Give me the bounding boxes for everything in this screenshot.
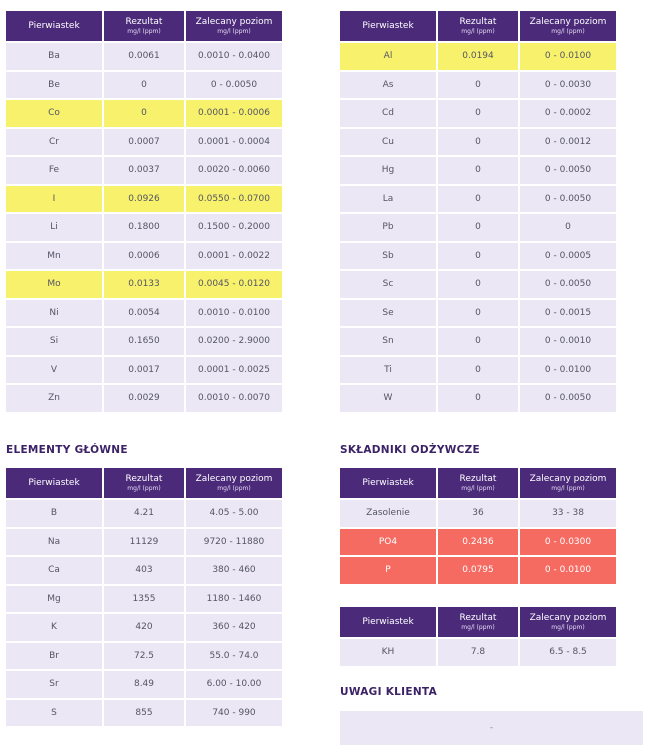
- result-cell: 0.1650: [104, 328, 184, 355]
- result-cell: 0: [438, 385, 518, 412]
- table-body: [6, 500, 282, 726]
- table-header: [6, 468, 282, 498]
- customer-notes-box: -: [340, 711, 643, 745]
- customer-notes-title: UWAGI KLIENTA: [340, 686, 438, 698]
- recommended-range-cell: 0 - 0.0100: [520, 357, 616, 384]
- table-row: [6, 328, 282, 355]
- result-cell: 0.0029: [104, 385, 184, 412]
- element-cell: W: [340, 385, 436, 412]
- recommended-range-cell: 0 - 0.0100: [520, 557, 616, 584]
- recommended-range-cell: 0 - 0.0050: [520, 157, 616, 184]
- recommended-header-unit: mg/l (ppm): [551, 623, 585, 631]
- recommended-range-cell: 0.0001 - 0.0022: [186, 243, 282, 270]
- recommended-range-cell: 0 - 0.0300: [520, 529, 616, 556]
- table-row: [6, 129, 282, 156]
- table-row: [340, 385, 616, 412]
- element-cell: Sc: [340, 271, 436, 298]
- result-header-label: Rezultat: [459, 16, 497, 27]
- column-header-result: [104, 468, 184, 498]
- result-cell: 0.0007: [104, 129, 184, 156]
- result-header-label: Rezultat: [125, 473, 163, 484]
- table-row: [6, 529, 282, 556]
- kh-table: [338, 605, 618, 668]
- result-cell: 72.5: [104, 643, 184, 670]
- recommended-range-cell: 0.0010 - 0.0100: [186, 300, 282, 327]
- result-cell: 0: [438, 357, 518, 384]
- table-row: [340, 271, 616, 298]
- result-header-unit: mg/l (ppm): [461, 27, 495, 35]
- recommended-header-unit: mg/l (ppm): [217, 27, 251, 35]
- result-header-unit: mg/l (ppm): [127, 484, 161, 492]
- result-cell: 0: [438, 214, 518, 241]
- element-cell: Se: [340, 300, 436, 327]
- result-cell: 0: [438, 186, 518, 213]
- result-cell: 420: [104, 614, 184, 641]
- column-header-result: [438, 11, 518, 41]
- result-header-label: Rezultat: [459, 612, 497, 623]
- recommended-range-cell: 360 - 420: [186, 614, 282, 641]
- element-cell: La: [340, 186, 436, 213]
- column-header-result: [104, 11, 184, 41]
- result-header-unit: mg/l (ppm): [127, 27, 161, 35]
- column-header-recommended: [520, 607, 616, 637]
- recommended-range-cell: 0 - 0.0002: [520, 100, 616, 127]
- recommended-header-label: Zalecany poziom: [529, 612, 607, 623]
- column-header-recommended: [186, 11, 282, 41]
- recommended-range-cell: 0 - 0.0005: [520, 243, 616, 270]
- element-cell: Sn: [340, 328, 436, 355]
- table-row: [340, 243, 616, 270]
- element-cell: Mg: [6, 586, 102, 613]
- element-cell: Cr: [6, 129, 102, 156]
- trace-elements-table-left: [4, 9, 284, 414]
- recommended-range-cell: 0.0001 - 0.0025: [186, 357, 282, 384]
- recommended-header-label: Zalecany poziom: [529, 473, 607, 484]
- table-row: [340, 300, 616, 327]
- recommended-range-cell: 0 - 0.0010: [520, 328, 616, 355]
- table-row: [6, 614, 282, 641]
- result-cell: 0.2436: [438, 529, 518, 556]
- recommended-header-unit: mg/l (ppm): [217, 484, 251, 492]
- table-row: [6, 100, 282, 127]
- result-cell: 0.0795: [438, 557, 518, 584]
- table-row: [340, 214, 616, 241]
- column-header-recommended: [520, 468, 616, 498]
- recommended-range-cell: 55.0 - 74.0: [186, 643, 282, 670]
- result-cell: 0: [438, 243, 518, 270]
- result-cell: 4.21: [104, 500, 184, 527]
- column-header-element: Pierwiastek: [6, 11, 102, 41]
- recommended-range-cell: 6.5 - 8.5: [520, 639, 616, 666]
- element-cell: Si: [6, 328, 102, 355]
- column-header-recommended: [186, 468, 282, 498]
- element-cell: Sb: [340, 243, 436, 270]
- table-row: [6, 357, 282, 384]
- result-cell: 0: [438, 328, 518, 355]
- nutrients-title: SKŁADNIKI ODŻYWCZE: [340, 444, 481, 456]
- result-cell: 0: [438, 271, 518, 298]
- element-cell: Co: [6, 100, 102, 127]
- recommended-header-label: Zalecany poziom: [195, 473, 273, 484]
- result-cell: 7.8: [438, 639, 518, 666]
- result-cell: 403: [104, 557, 184, 584]
- table-row: [6, 186, 282, 213]
- result-cell: 36: [438, 500, 518, 527]
- element-cell: Hg: [340, 157, 436, 184]
- result-cell: 0.0926: [104, 186, 184, 213]
- element-cell: Mo: [6, 271, 102, 298]
- table-row: [340, 328, 616, 355]
- column-header-recommended: [520, 11, 616, 41]
- element-cell: Mn: [6, 243, 102, 270]
- recommended-header-label: Zalecany poziom: [195, 16, 273, 27]
- table-row: [6, 500, 282, 527]
- table-row: [340, 157, 616, 184]
- result-cell: 0.0017: [104, 357, 184, 384]
- table-row: [6, 385, 282, 412]
- table-header: [6, 11, 282, 41]
- element-cell: KH: [340, 639, 436, 666]
- recommended-range-cell: 0 - 0.0050: [520, 186, 616, 213]
- table-row: [340, 72, 616, 99]
- recommended-header-unit: mg/l (ppm): [551, 484, 585, 492]
- column-header-element: Pierwiastek: [340, 11, 436, 41]
- recommended-range-cell: 6.00 - 10.00: [186, 671, 282, 698]
- recommended-range-cell: 1180 - 1460: [186, 586, 282, 613]
- result-cell: 0: [104, 100, 184, 127]
- result-header-unit: mg/l (ppm): [461, 484, 495, 492]
- table-row: [340, 529, 616, 556]
- result-cell: 0.0054: [104, 300, 184, 327]
- recommended-range-cell: 0.0001 - 0.0006: [186, 100, 282, 127]
- recommended-range-cell: 0 - 0.0050: [520, 385, 616, 412]
- result-cell: 11129: [104, 529, 184, 556]
- recommended-range-cell: 33 - 38: [520, 500, 616, 527]
- element-cell: Li: [6, 214, 102, 241]
- table-row: [6, 43, 282, 70]
- column-header-element: Pierwiastek: [6, 468, 102, 498]
- table-row: [6, 214, 282, 241]
- table-row: [6, 557, 282, 584]
- recommended-header-unit: mg/l (ppm): [551, 27, 585, 35]
- recommended-range-cell: 0 - 0.0012: [520, 129, 616, 156]
- table-row: [6, 700, 282, 727]
- column-header-result: [438, 468, 518, 498]
- result-cell: 0: [438, 157, 518, 184]
- element-cell: Ca: [6, 557, 102, 584]
- table-row: [6, 586, 282, 613]
- main-elements-table: [4, 466, 284, 728]
- element-cell: Be: [6, 72, 102, 99]
- table-row: [6, 300, 282, 327]
- recommended-range-cell: 0.0550 - 0.0700: [186, 186, 282, 213]
- element-cell: Al: [340, 43, 436, 70]
- recommended-range-cell: 0 - 0.0015: [520, 300, 616, 327]
- result-header-unit: mg/l (ppm): [461, 623, 495, 631]
- element-cell: Fe: [6, 157, 102, 184]
- result-cell: 0: [438, 300, 518, 327]
- result-cell: 0.0133: [104, 271, 184, 298]
- result-cell: 0.0037: [104, 157, 184, 184]
- recommended-range-cell: 0 - 0.0050: [520, 271, 616, 298]
- result-cell: 855: [104, 700, 184, 727]
- table-body: [6, 43, 282, 412]
- element-cell: Ba: [6, 43, 102, 70]
- recommended-range-cell: 0.0001 - 0.0004: [186, 129, 282, 156]
- result-header-label: Rezultat: [125, 16, 163, 27]
- table-row: [340, 500, 616, 527]
- element-cell: S: [6, 700, 102, 727]
- result-cell: 0.0194: [438, 43, 518, 70]
- table-body: [340, 639, 616, 666]
- recommended-range-cell: 9720 - 11880: [186, 529, 282, 556]
- column-header-element: Pierwiastek: [340, 468, 436, 498]
- recommended-range-cell: 0 - 0.0050: [186, 72, 282, 99]
- main-elements-title: ELEMENTY GŁÓWNE: [6, 444, 128, 456]
- table-body: [340, 500, 616, 584]
- element-cell: Na: [6, 529, 102, 556]
- element-cell: Ni: [6, 300, 102, 327]
- result-cell: 0: [438, 72, 518, 99]
- element-cell: Sr: [6, 671, 102, 698]
- recommended-range-cell: 0.0010 - 0.0400: [186, 43, 282, 70]
- recommended-range-cell: 0: [520, 214, 616, 241]
- table-row: [340, 129, 616, 156]
- element-cell: PO4: [340, 529, 436, 556]
- table-row: [340, 639, 616, 666]
- table-row: [340, 186, 616, 213]
- element-cell: Br: [6, 643, 102, 670]
- element-cell: K: [6, 614, 102, 641]
- element-cell: Zasolenie: [340, 500, 436, 527]
- element-cell: I: [6, 186, 102, 213]
- element-cell: As: [340, 72, 436, 99]
- table-header: [340, 11, 616, 41]
- result-cell: 8.49: [104, 671, 184, 698]
- nutrients-table: [338, 466, 618, 586]
- table-row: [6, 243, 282, 270]
- recommended-range-cell: 0.1500 - 0.2000: [186, 214, 282, 241]
- result-cell: 0: [438, 129, 518, 156]
- result-cell: 1355: [104, 586, 184, 613]
- table-row: [340, 43, 616, 70]
- recommended-range-cell: 740 - 990: [186, 700, 282, 727]
- recommended-range-cell: 0.0010 - 0.0070: [186, 385, 282, 412]
- recommended-range-cell: 380 - 460: [186, 557, 282, 584]
- result-cell: 0.1800: [104, 214, 184, 241]
- column-header-element: Pierwiastek: [340, 607, 436, 637]
- table-row: [6, 643, 282, 670]
- result-cell: 0: [104, 72, 184, 99]
- result-cell: 0.0061: [104, 43, 184, 70]
- result-header-label: Rezultat: [459, 473, 497, 484]
- column-header-result: [438, 607, 518, 637]
- table-header: [340, 607, 616, 637]
- result-cell: 0.0006: [104, 243, 184, 270]
- element-cell: Pb: [340, 214, 436, 241]
- table-row: [6, 271, 282, 298]
- recommended-range-cell: 0.0020 - 0.0060: [186, 157, 282, 184]
- recommended-range-cell: 0.0045 - 0.0120: [186, 271, 282, 298]
- recommended-range-cell: 0 - 0.0030: [520, 72, 616, 99]
- recommended-range-cell: 0.0200 - 2.9000: [186, 328, 282, 355]
- element-cell: Cd: [340, 100, 436, 127]
- element-cell: B: [6, 500, 102, 527]
- element-cell: Ti: [340, 357, 436, 384]
- recommended-header-label: Zalecany poziom: [529, 16, 607, 27]
- table-row: [340, 357, 616, 384]
- element-cell: V: [6, 357, 102, 384]
- table-row: [340, 100, 616, 127]
- table-header: [340, 468, 616, 498]
- recommended-range-cell: 4.05 - 5.00: [186, 500, 282, 527]
- table-body: [340, 43, 616, 412]
- element-cell: Cu: [340, 129, 436, 156]
- element-cell: P: [340, 557, 436, 584]
- table-row: [6, 157, 282, 184]
- element-cell: Zn: [6, 385, 102, 412]
- table-row: [6, 72, 282, 99]
- table-row: [6, 671, 282, 698]
- trace-elements-table-right: [338, 9, 618, 414]
- result-cell: 0: [438, 100, 518, 127]
- recommended-range-cell: 0 - 0.0100: [520, 43, 616, 70]
- table-row: [340, 557, 616, 584]
